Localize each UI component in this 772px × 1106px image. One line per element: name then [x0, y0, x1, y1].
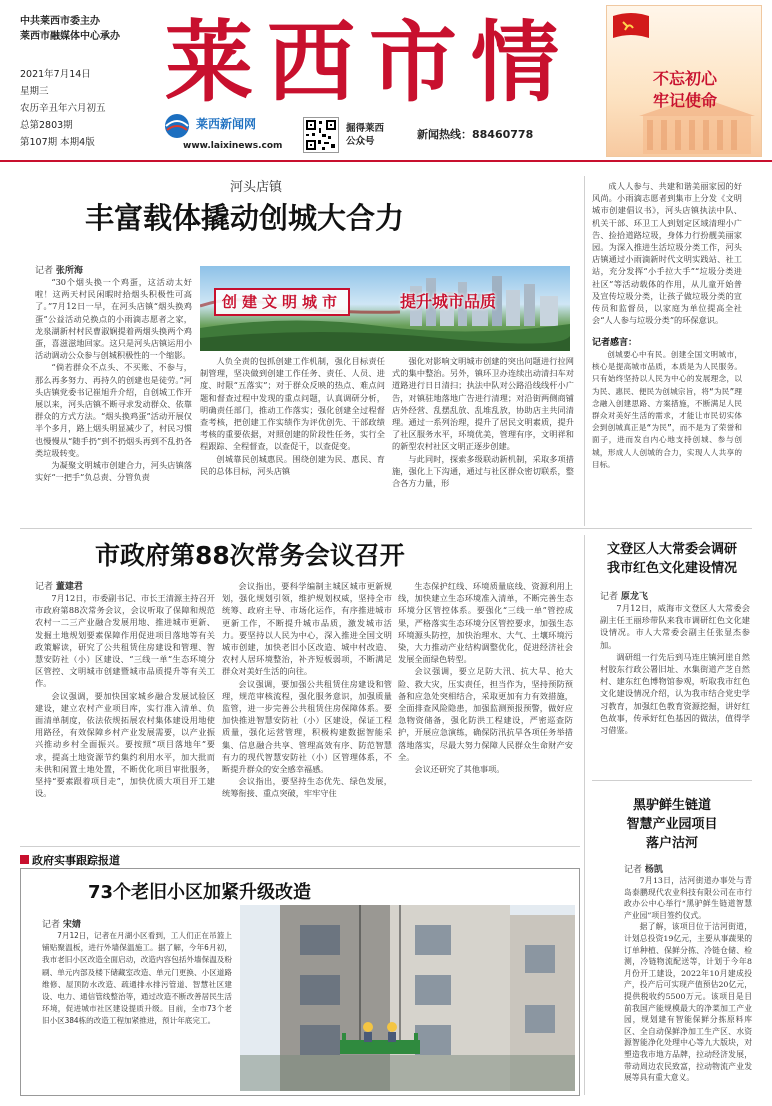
banner-label-city-quality: 提升城市品质 — [400, 292, 497, 311]
paragraph: 会议还研究了其他事项。 — [414, 764, 505, 775]
hotline-number: 88460778 — [472, 128, 534, 141]
byline-name: 张所海 — [55, 266, 83, 276]
article4-byline — [42, 917, 81, 930]
issue-info — [20, 66, 160, 151]
headline-line-3: 落户沽河 — [645, 836, 698, 851]
byline-name: 董建君 — [55, 582, 83, 592]
commentary-text: 创城要心中有民。创建全国文明城市，核心是提高城市品质，本质是为人民服务。只有始终坚持以人民为中心的发展理念，以为民、惠民、便民为创城宗旨，将“为民”理念融入创建思路、方案措施，不断满足人民群众对美好生活的需求，才能让市民切实体会到创城真正是“为民”，而不是为了荣誉和面子，进而发自内心地支持创城、参与创城，形成人人创城的合力，实现人人共享的目标。 — [592, 350, 742, 469]
byline-label: 记者 — [35, 266, 54, 276]
article1-byline — [35, 263, 83, 276]
byline-label: 记者 — [35, 582, 54, 592]
article2-headline: 市政府第88次常务会议召开 — [95, 541, 405, 570]
issue-weekday: 星期三 — [20, 86, 49, 97]
paragraph: 与此同时，探索多级联动新机制，采取多项措施，强化上下沟通，通过与社区群众密切联系，整合各方力量，形 — [392, 453, 574, 489]
paragraph: 7月12日，记者在月湖小区看到，工人们正在吊篮上铺贴聚温板，进行外墙保温施工。据了解，今年6月初，我市老旧小区改造全面启动，改造内容包括外墙保温及粉刷、单元内部及楼下储藏室改造、单元门更换、小区道路维修、屋顶防水改造、疏通排水排污管道、智慧社区建设、电力、通信管线整治等，通过改造不断改善居民生活环境，促进城市社区建设提质升级。目前，全市73个老旧小区384栋的改造工程加紧推进，预计年底完工。 — [42, 931, 232, 1026]
paragraph: 人负全责的包抓创建工作机制，强化目标责任制管理，坚决做到创建工作任务、责任、人员、进度、时限“五落实”；对于群众反映的热点、难点问题和督查过程中发现的重点问题，认真调研分析，明确责任部门，推动工作落实；强化创建全过程督查考核，把创建工作实绩作为评优创先、干部政绩考核的重要依据，对照创建的阶段性任务，实行全程跟踪、全程督查，以查促干，以查促变。 — [200, 356, 385, 452]
article2-column-2 — [222, 580, 392, 842]
article3-body — [600, 602, 750, 772]
site-url[interactable]: www.laixinews.com — [183, 141, 283, 151]
headline-line-1: 文登区人大常委会调研 — [606, 542, 737, 557]
hotline-label: 新闻热线： — [417, 128, 472, 141]
site-logo — [163, 112, 191, 140]
article1-commentary-label: 记者感言： — [592, 338, 638, 348]
issue-number: 第107期 本期4版 — [20, 137, 95, 148]
article1-commentary — [592, 349, 742, 519]
slogan — [607, 68, 762, 112]
section-square-icon — [20, 855, 29, 864]
qr-code — [303, 117, 339, 153]
paragraph: 成人人参与、共建和谐美丽家园的好风尚。小雨滴志愿者到集市上分发《文明城市创建倡议书》，河头店镇执法中队、机关干部、环卫工人到划定区域清理小广告、捡拾道路垃圾，身体力行扮靓美丽家园。为深入推进生活垃圾分类工作，河头店镇通过小雨滴新时代文明实践站、社工站，充分发挥“小手拉大手”“垃圾分类进社区”等活动载体的作用，从儿童开始普及宣传垃圾分类，让孩子做垃圾分类的宣传员和监督员，以家庭为单位提高全社会“人人参与垃圾分类”的环保意识。 — [592, 181, 742, 326]
section-divider — [20, 528, 752, 529]
article1-column-4 — [592, 180, 742, 328]
article1-headline: 丰富载体撬动创城大合力 — [85, 201, 405, 235]
article1-column-3 — [392, 355, 574, 525]
byline-name: 杨凯 — [644, 865, 663, 875]
article1-column-2 — [200, 355, 385, 525]
section-divider — [20, 846, 580, 847]
article5-body — [624, 875, 752, 1100]
paragraph: 调研组一行先后到马连庄镇河崖自然村胶东行政公署旧址、水集街道产芝自然村、建东红色博物馆参观，听取我市红色文化建设情况介绍，认为我市结合党史学习教育，加强红色教育资源挖掘，讲好红色故事，传承好红色基因的做法，值得学习借鉴。 — [600, 651, 750, 736]
article2-column-3 — [398, 580, 573, 842]
article4-section-label — [20, 852, 120, 868]
slogan-line-1: 不忘初心 — [652, 69, 717, 88]
site-name: 莱西新闻网 — [196, 117, 257, 131]
building-renovation-photo — [240, 905, 575, 1091]
masthead-title: 莱西市情 — [165, 10, 574, 114]
paragraph: 会议强调，要立足防大汛、抗大旱、抢大险、救大灾，压实责任，担当作为，坚持预防预备和应急处突相结合，采取更加有力有效措施，全面排查风险隐患，加强监测预报预警，做好应急物资储备，强化防洪工程建设，严密巡查防护，开展应急演练，确保防汛抗旱各项任务举措落地落实，尽最大努力保障人民群众生命财产安全。 — [398, 666, 573, 762]
byline-name: 原龙飞 — [620, 592, 648, 602]
article1-banner-photo — [200, 266, 570, 351]
column-divider — [584, 176, 585, 526]
party-flag-icon — [611, 12, 651, 42]
globe-icon — [163, 112, 191, 140]
paragraph: 7月13日，沽河街道办事处与青岛泰鹏现代农业科技有限公司在市行政办公中心举行“黑驴鲜生链道智慧产业园”项目签约仪式。 — [624, 876, 752, 920]
publisher-line-2: 莱西市融媒体中心承办 — [20, 31, 120, 42]
article4-photo — [240, 905, 575, 1091]
banner-label-civilized-city: 创建文明城市 — [214, 288, 350, 316]
masthead-rule — [0, 160, 772, 162]
paragraph: 创城靠民创城惠民。围绕创建为民、惠民、育民的总体目标，河头店镇 — [200, 453, 385, 476]
byline-name: 宋婧 — [62, 920, 81, 930]
paragraph: 7月12日，市委副书记、市长王清源主持召开市政府第88次常务会议，会议听取了保障和规范农村一二三产业融合发展用地、推进城市更新、发掘土地规划要素保障作用促进项目落地等有关政策解读，研究了公共租赁住房建设和管理、智慧安防社（小）区建设、“三线一单”生态环境分区管控、文明城市创建暨城市品质提升等有关工作。 — [35, 593, 215, 689]
paragraph: 强化对影响文明城市创建的突出问题进行拉网式的集中整治。另外，镇环卫办连续出动清扫车对道路进行日日清扫；执法中队对公路沿线线杆小广告，对镇驻地落地广告进行清理；对沿街两侧商铺店外经营、乱摆乱放、乱堆乱放，协助店主共同清理。通过一系列治理，提升了居民文明素质，提升了社区服务水平，环境优美，管理有序，文明祥和的新型农村社区文明正逐步创建。 — [392, 356, 574, 452]
article5-byline — [624, 862, 663, 875]
article5-headline — [592, 796, 752, 853]
section-divider — [592, 780, 752, 781]
paragraph: “倘若群众不点头、不买账、不参与，那么再多努力、再持久的创建也是徒劳。”河头店镇党委书记崔旭升介绍，自创城工作开展以来，河头店镇不断寻求发动群众、依靠群众的方式方法。“烟头换鸡蛋”活动开展仅半个多月，路上烟头明显减少了，村民习惯也慢慢从“随手扔”到不扔烟头再到不乱扔各类垃圾转变。 — [35, 362, 192, 458]
slogan-line-2: 牢记使命 — [652, 91, 717, 110]
article2-byline — [35, 579, 83, 592]
publisher-line-1: 中共莱西市委主办 — [20, 16, 100, 27]
article4-headline: 73个老旧小区加紧升级改造 — [88, 882, 312, 903]
paragraph: 会议指出，要坚持生态优先、绿色发展，统筹衔接、重点突破，牢牢守住 — [222, 776, 392, 799]
article3-byline — [600, 589, 648, 602]
qr-code-icon — [304, 118, 338, 152]
article1-kicker: 河头店镇 — [230, 180, 283, 195]
paragraph: 生态保护红线、环境质量底线、资源利用上线，加快建立生态环境准入清单，不断完善生态环境分区管控体系。要强化“三线一单”管控成果，严格落实生态环境分区管控要求，加强生态环境源头防控，加快治理水、大气、土壤环境污染，大力推动产业结构调整优化，促进经济社会发展全面绿色转型。 — [398, 581, 573, 665]
qr-caption — [346, 122, 384, 148]
article1-column-1 — [35, 276, 192, 521]
column-divider — [584, 535, 585, 1095]
article3-headline — [592, 540, 752, 578]
total-issue: 总第2803期 — [20, 120, 73, 131]
headline-line-2: 智慧产业园项目 — [626, 817, 718, 832]
headline-line-2: 我市红色文化建设情况 — [606, 561, 737, 576]
issue-date: 2021年7月14日 — [20, 69, 91, 80]
qr-caption-line-2: 公众号 — [346, 136, 375, 147]
paragraph: 为凝聚文明城市创建合力，河头店镇落实好“一把手”负总责、分管负责 — [35, 460, 192, 483]
section-label-text: 政府实事跟踪报道 — [32, 854, 120, 867]
article2-column-1 — [35, 592, 215, 842]
byline-label: 记者 — [600, 592, 619, 602]
paragraph: 据了解，该项目位于沽河街道，计划总投资19亿元，主要从事蔬果的订单种植、保鲜分拣、冷链仓储、检测，冷链物流配送等，计划于今年8月份开工建设，2022年10月建成投产，投产后可实现产值预估20亿元，提供税收约5500万元。该项目是目前我国产能规模最大的净菜加工产业园，规划建有智能保鲜分拣原料库区、全自动保鲜净加工生产区、水资源智能净化处理中心等九大版块，对塑造我市地方品牌，拉动经济发展，带动周边农民致富，拉动物流产业发展等具有重大意义。 — [624, 922, 752, 1083]
headline-line-1: 黑驴鲜生链道 — [632, 798, 711, 813]
byline-label: 记者 — [42, 920, 61, 930]
paragraph: 7月12日，威海市文登区人大常委会副主任王丽珍带队来我市调研红色文化建设情况。市人大常委会副主任张显杰参加。 — [600, 603, 750, 650]
paragraph: 会议强调，要加强公共租赁住房建设和管理，规范审核流程，强化服务意识，加强质量监管，进一步完善公共租赁住房保障体系。要加快推进智慧安防社（小）区建设，保证工程质量，强化运营管理，积极构建数据智能采集、信息融合共享、管理高效有序、防范智慧有力的现代智慧安防社（小）区管理体系，不断提升群众的安全感幸福感。 — [222, 678, 392, 775]
publisher-info — [20, 14, 160, 44]
lunar-date: 农历辛丑年六月初五 — [20, 103, 106, 114]
hotline — [417, 126, 533, 142]
qr-caption-line-1: 掘得莱西 — [346, 123, 385, 134]
paragraph: 会议强调，要加快国家城乡融合发展试验区建设，建立农村产业项目库，实行准入清单、负面清单制度，依法依规拓展农村集体建设用地使用路径，有效保障乡村产业发展需要，以产业振兴推动乡村全面振兴。要按照“项目落地年”要求，提高土地资源节约集约利用水平，加大批而未供和闲置土地处置，不断优化项目审批服务，坚持“要素跟着项目走”，加快优质大项目开工建设。 — [35, 690, 215, 799]
slogan-panel — [606, 5, 762, 157]
masthead — [0, 0, 772, 160]
byline-label: 记者 — [624, 865, 643, 875]
paragraph: “30个烟头换一个鸡蛋，这活动太好啦！这两天村民闲暇时拾烟头积极性可高了。”7月12日一早，在河头店镇“烟头换鸡蛋”公益活动兑换点的小雨滴志愿者之家，龙泉湖新村村民曹淑娴提着两烟头换两个鸡蛋，喜滋滋地回家。这只是河头店镇运用小活动调动公众参与创城积极性的一个缩影。 — [35, 277, 192, 361]
article4-body — [42, 930, 232, 1090]
paragraph: 会议指出，要科学编制主城区城市更新规划，强化规划引领，维护规划权威，坚持全市统筹、政府主导、市场化运作，有序推进城市更新工作，不断提升城市品质，激发城市活力。要坚持以人民为中心，深入推进全国文明城市创建，加快老旧小区改造、城中村改造、农村人居环境整治，补齐短板弱项，不断满足群众对美好生活的向往。 — [222, 581, 392, 677]
